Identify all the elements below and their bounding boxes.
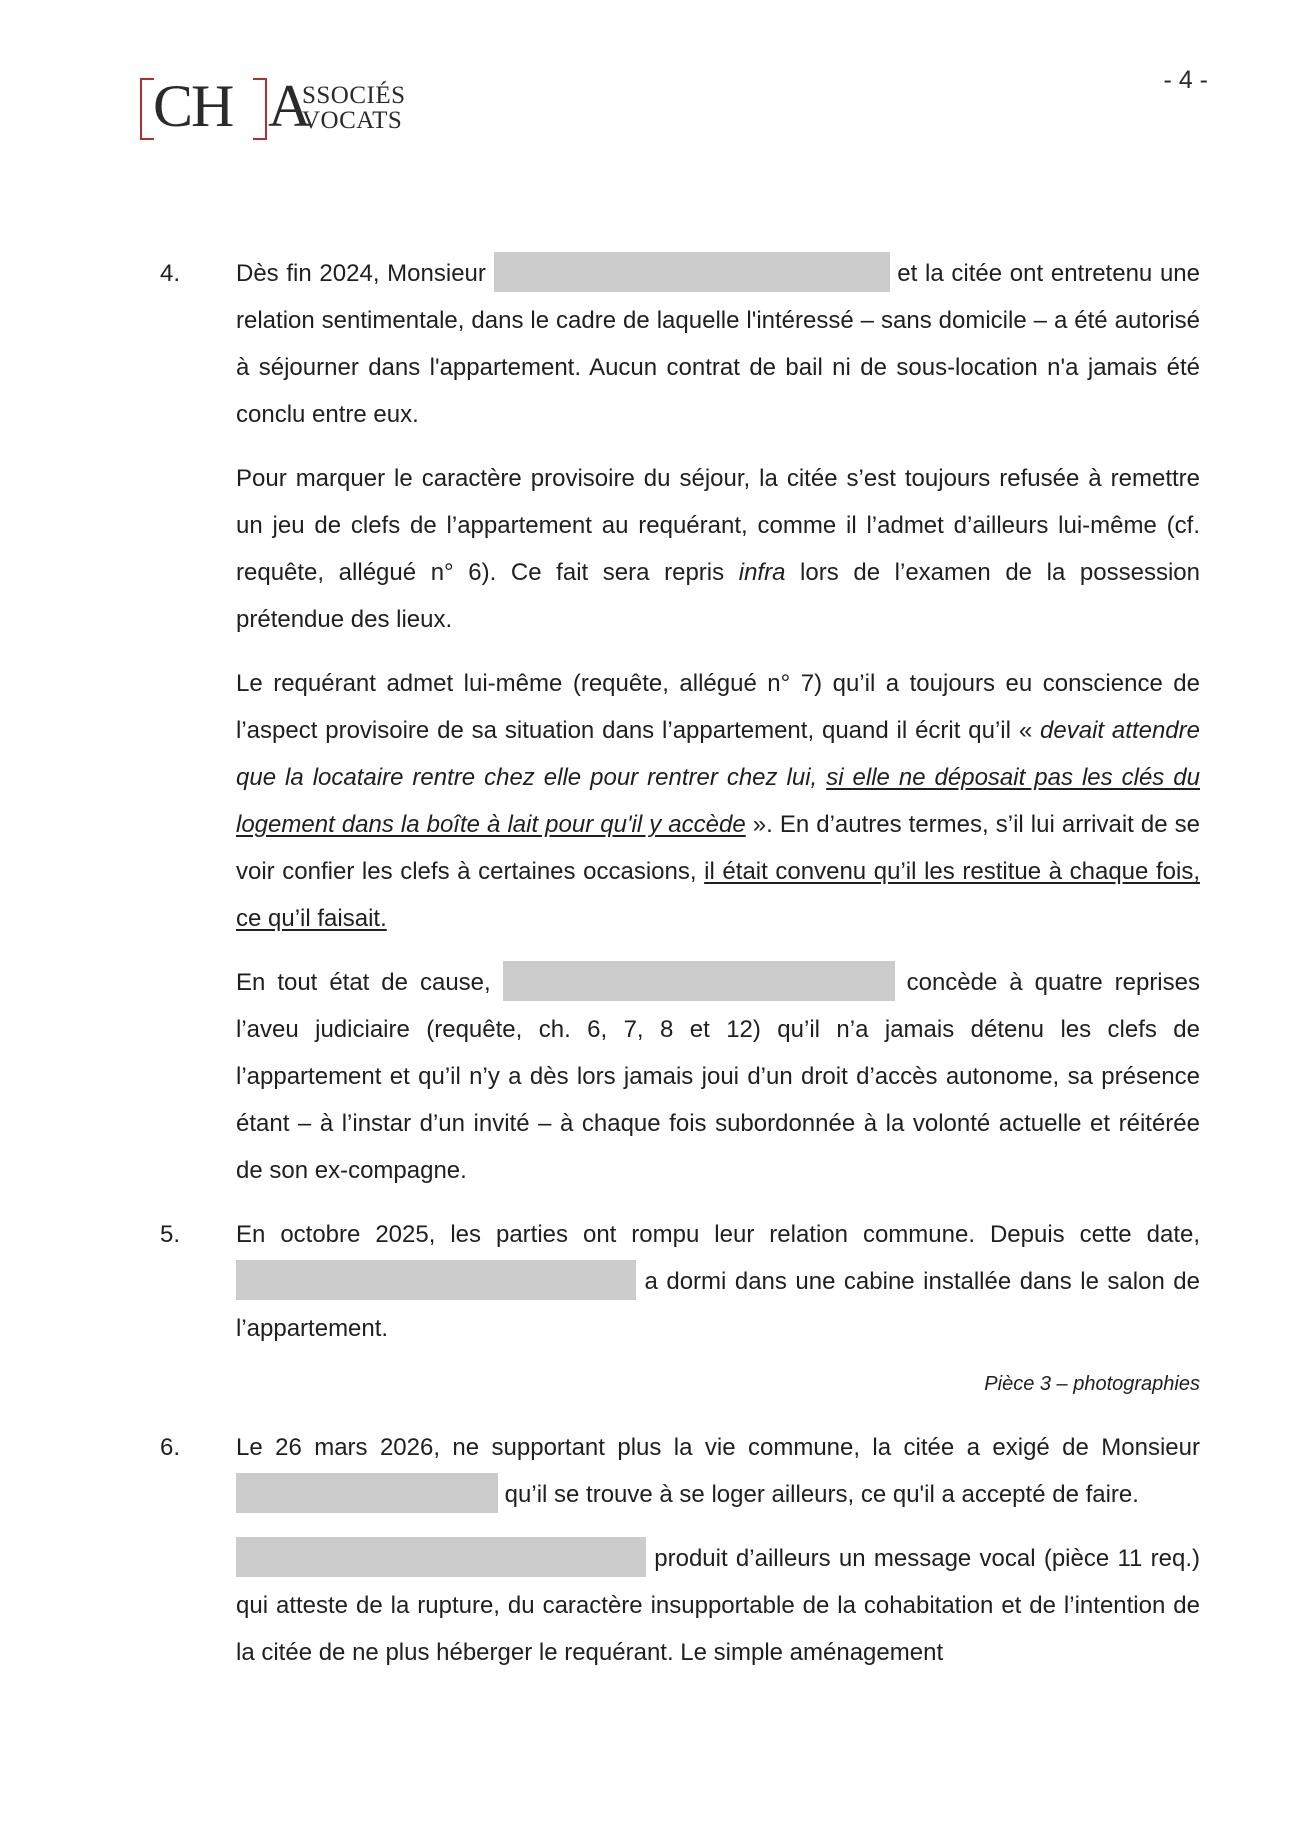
text-segment: produit d’ailleurs un message vocal (pièce 11 req.) qui atteste de la rupture, du caractère insupportable de la cohabitation et de l’intention de la citée de ne plus héberger le requérant. Le simple aménagement — [236, 1545, 1200, 1666]
text-segment: a dormi dans une cabine installée dans le salon de l’appartement. — [236, 1268, 1200, 1342]
text-emphasis: infra — [738, 559, 786, 586]
logo-line-associes: SSOCIÉS — [302, 82, 406, 109]
text-underlined: il était convenu qu’il les restitue à chaque fois, ce qu’il faisait. — [236, 858, 1200, 932]
paragraph-4a — [160, 250, 1200, 438]
paragraph-4c — [160, 660, 1200, 942]
text-segment: Dès fin 2024, Monsieur — [236, 260, 494, 287]
redacted-name — [503, 961, 895, 1001]
text-segment: et la citée ont entretenu une relation sentimentale, dans le cadre de laquelle l'intéressé – sans domicile – a été autorisé à séjourner dans l'appartement. Aucun contrat de bail ni de sous-location n'a jamais été conclu entre eux. — [236, 260, 1200, 428]
logo-bracket-left — [140, 78, 154, 140]
paragraph-number: 4. — [160, 260, 181, 287]
quote-italic: devait attendre que la locataire rentre chez elle pour rentrer chez lui, — [236, 717, 1200, 791]
redacted-name — [236, 1473, 498, 1513]
paragraph-5 — [160, 1211, 1200, 1352]
text-segment: En tout état de cause, — [236, 969, 503, 996]
paragraph-6b — [160, 1535, 1200, 1676]
redacted-name — [236, 1537, 646, 1577]
text-segment: ». En d’autres termes, s’il lui arrivait de se voir confier les clefs à certaines occasions, — [236, 811, 1201, 885]
text-segment: Le 26 mars 2026, ne supportant plus la vie commune, la citée a exigé de Monsieur — [236, 1434, 1200, 1461]
text-segment: Pour marquer le caractère provisoire du séjour, la citée s’est toujours refusée à remettre un jeu de clefs de l’appartement au requérant, comme il l’admet d’ailleurs lui-même (cf. requête, allégué n° 6). Ce fait sera repris — [236, 465, 1200, 586]
logo-bracket-right — [253, 78, 267, 140]
paragraph-number: 5. — [160, 1221, 181, 1248]
text-segment: En octobre 2025, les parties ont rompu leur relation commune. Depuis cette date, — [236, 1221, 1200, 1248]
redacted-name — [236, 1260, 636, 1300]
paragraph-4b — [160, 455, 1200, 643]
text-segment: qu’il se trouve à se loger ailleurs, ce qu'il a accepté de faire. — [498, 1481, 1139, 1508]
quote-italic-underlined: si elle ne déposait pas les clés du logement dans la boîte à lait pour qu'il y accède — [236, 764, 1200, 838]
redacted-name — [494, 252, 890, 292]
paragraph-6a — [160, 1424, 1200, 1518]
logo-letter-a: A — [268, 73, 312, 139]
document-body — [160, 250, 1200, 1693]
logo-line-avocats: VOCATS — [302, 107, 403, 134]
page-number: - 4 - — [1163, 66, 1208, 94]
logo-initials: CH — [153, 73, 233, 139]
paragraph-4d — [160, 959, 1200, 1194]
paragraph-number: 6. — [160, 1434, 181, 1461]
text-segment: Le requérant admet lui-même (requête, allégué n° 7) qu’il a toujours eu conscience de l’aspect provisoire de sa situation dans l’appartement, quand il écrit qu’il « — [236, 670, 1200, 744]
text-segment: lors de l’examen de la possession prétendue des lieux. — [236, 559, 1200, 633]
exhibit-reference: Pièce 3 – photographies — [984, 1373, 1200, 1395]
firm-logo — [140, 72, 430, 140]
text-segment: concède à quatre reprises l’aveu judiciaire (requête, ch. 6, 7, 8 et 12) qu’il n’a jamais détenu les clefs de l’appartement et qu’il n’y a dès lors jamais joui d’un droit d’accès autonome, sa présence étant – à l’instar d’un invité – à chaque fois subordonnée à la volonté actuelle et réitérée de son ex-compagne. — [236, 969, 1200, 1184]
